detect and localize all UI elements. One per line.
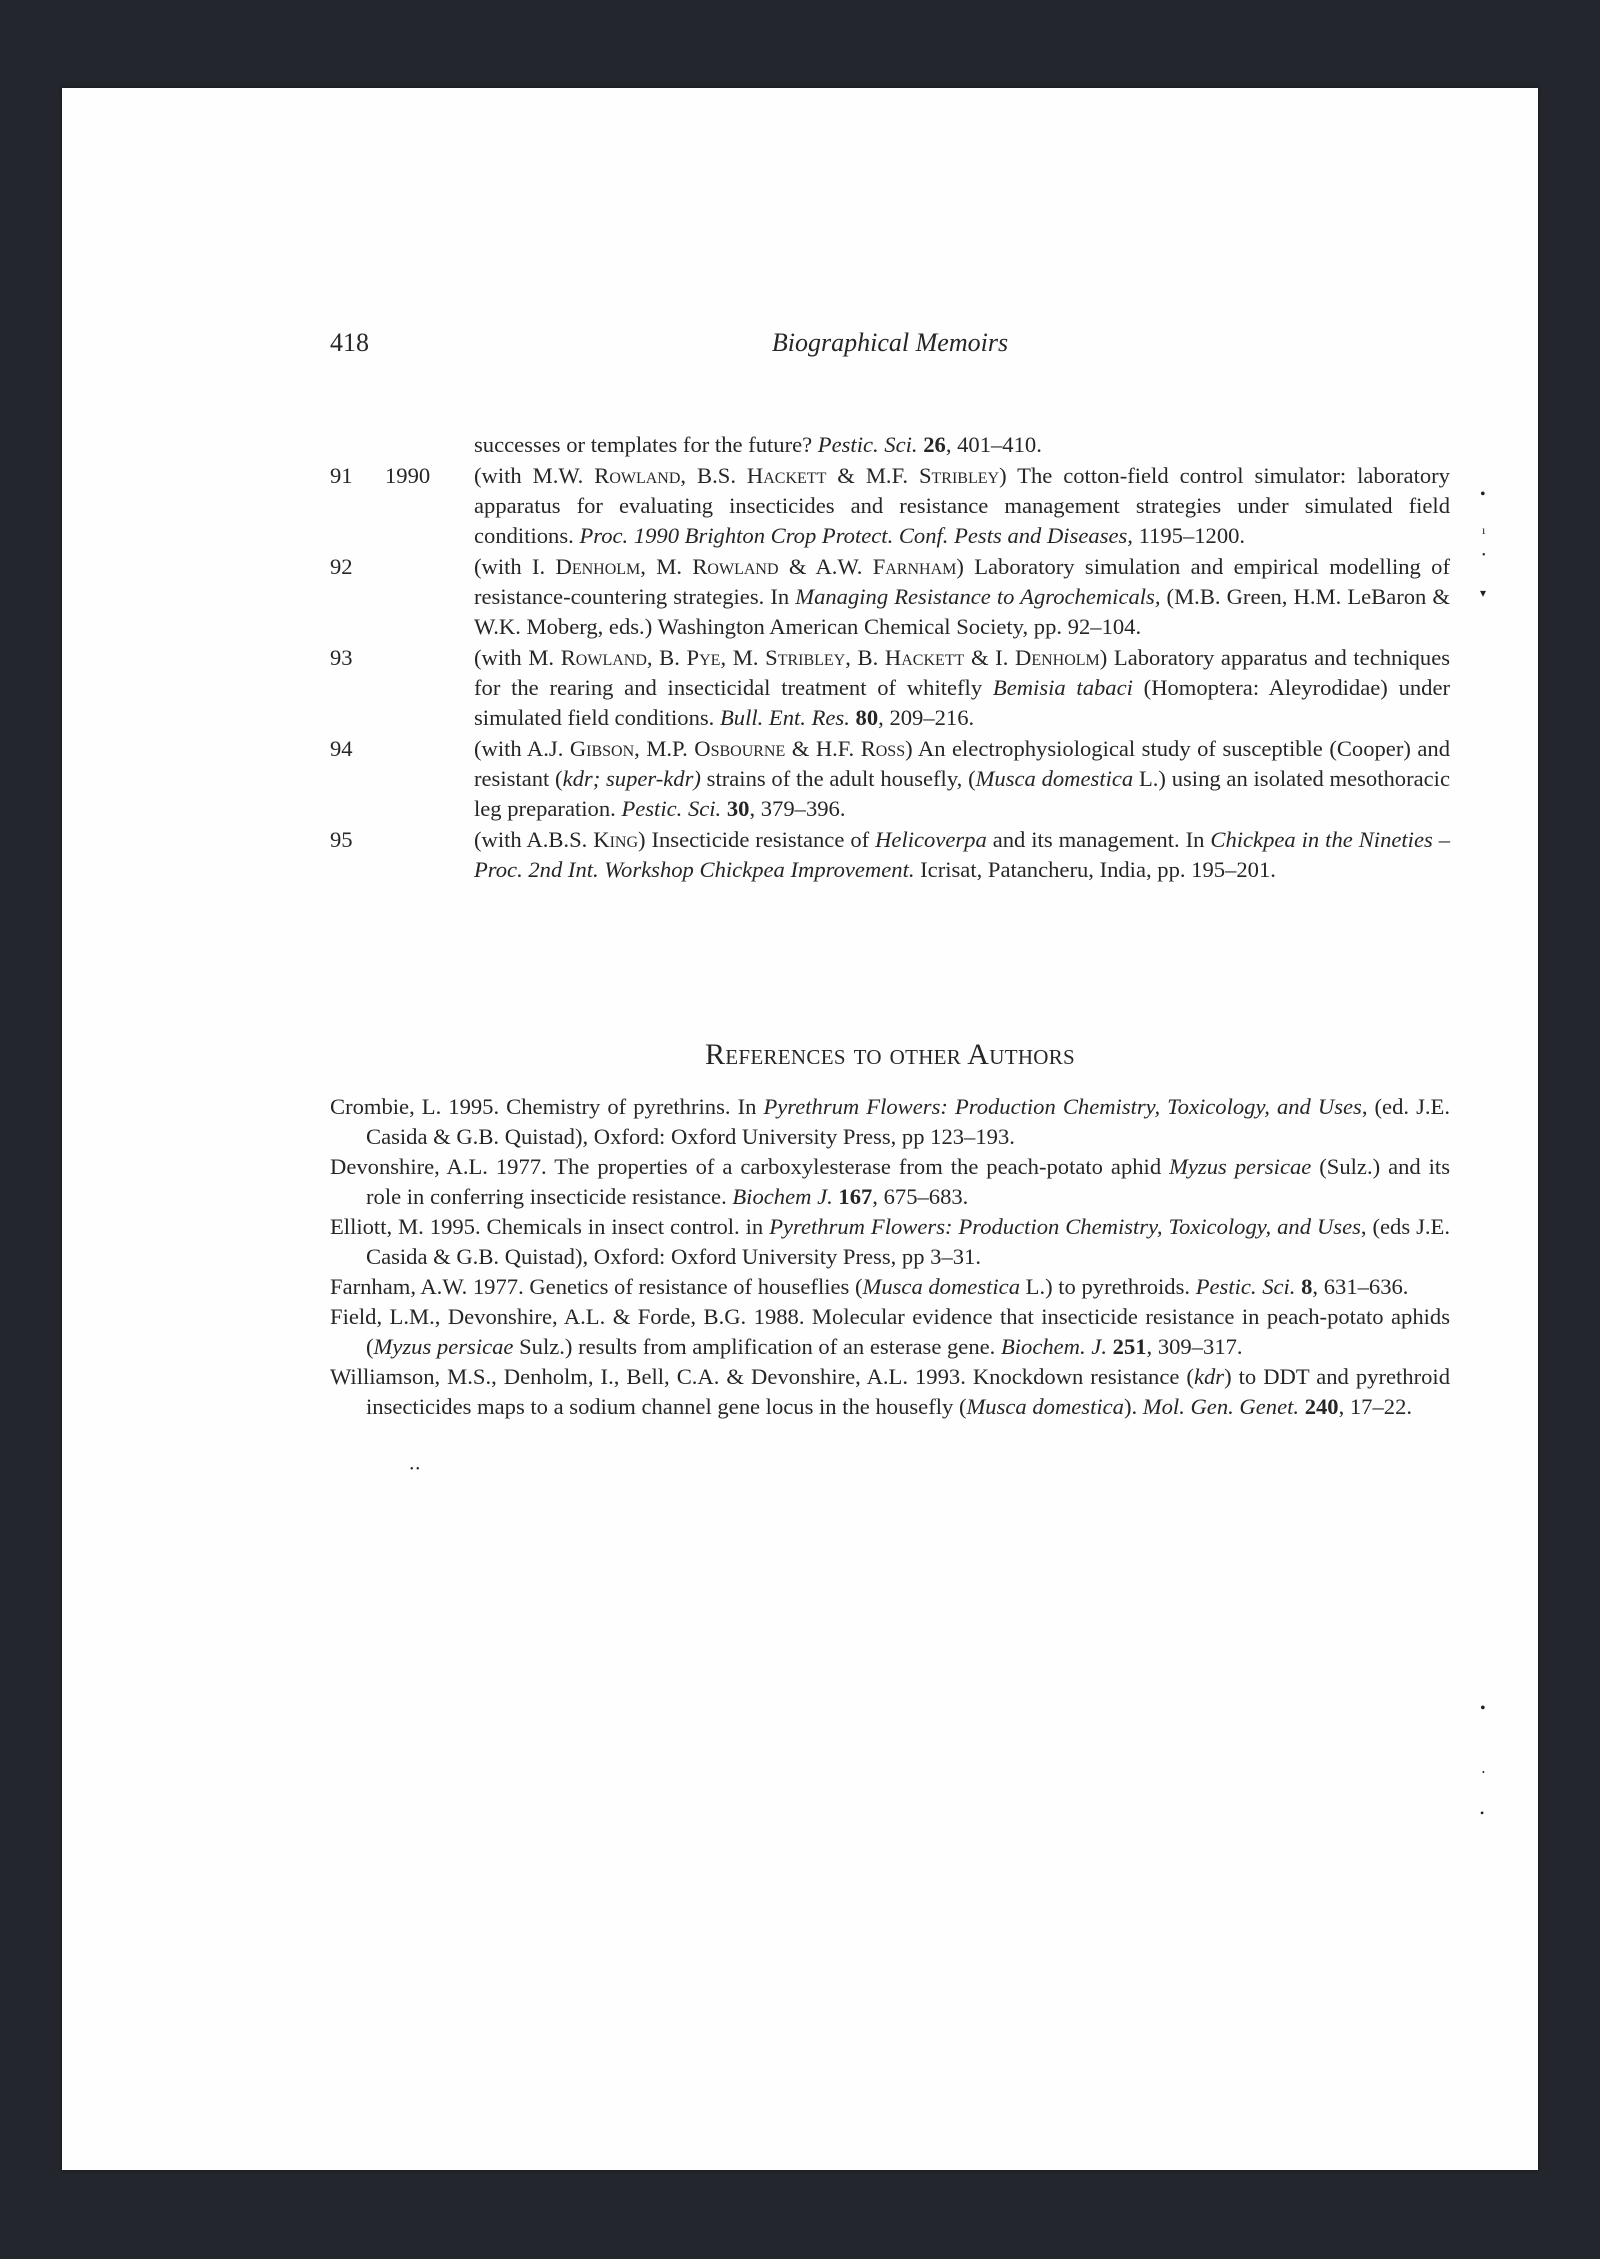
reference-item: Elliott, M. 1995. Chemicals in insect control. in Pyrethrum Flowers: Production Chemistry, Toxicology, and Uses, (eds J.E. Casida & G.B. Quistad), Oxford: Oxford University Press, pp 3–31. xyxy=(330,1214,1450,1269)
running-title: Biographical Memoirs xyxy=(771,328,1009,357)
scan-speck: • xyxy=(1480,1806,1485,1820)
entry-number: 95 xyxy=(330,827,353,852)
reference-item: Farnham, A.W. 1977. Genetics of resistance of houseflies (Musca domestica L.) to pyrethroids. Pestic. Sci. 8, 631–636. xyxy=(330,1274,1409,1299)
reference-item: Crombie, L. 1995. Chemistry of pyrethrins. In Pyrethrum Flowers: Production Chemistry, Toxicology, and Uses, (ed. J.E. Casida & G.B. Quistad), Oxford: Oxford University Press, pp 123–193. xyxy=(330,1094,1450,1149)
publication-entry xyxy=(330,461,1450,551)
scan-speck: • • xyxy=(410,1464,420,1475)
publication-list xyxy=(330,430,1450,886)
publication-entry xyxy=(330,734,1450,824)
entry-number: 93 xyxy=(330,645,353,670)
publication-entry xyxy=(330,552,1450,642)
reference-item: Williamson, M.S., Denholm, I., Bell, C.A. & Devonshire, A.L. 1993. Knockdown resistance (kdr) to DDT and pyrethroid insecticides maps to a sodium channel gene locus in the housefly (Musca domestica). Mol. Gen. Genet. 240, 17–22. xyxy=(330,1364,1450,1419)
entry-number: 92 xyxy=(330,554,353,579)
entry-text: (with A.B.S. King) Insecticide resistance of Helicoverpa and its management. In Chickpea in the Nineties – Proc. 2nd Int. Workshop Chickpea Improvement. Icrisat, Patancheru, India, pp. 195–201. xyxy=(474,827,1451,882)
entry-text: (with I. Denholm, M. Rowland & A.W. Farnham) Laboratory simulation and empirical modelling of resistance-countering strategies. In Managing Resistance to Agrochemicals, (M.B. Green, H.M. LeBaron & W.K. Moberg, eds.) Washington American Chemical Society, pp. 92–104. xyxy=(474,554,1451,639)
publication-entry xyxy=(330,643,1450,733)
scan-speck: • xyxy=(1482,1768,1485,1777)
entry-text: (with A.J. Gibson, M.P. Osbourne & H.F. Ross) An electrophysiological study of susceptible (Cooper) and resistant (kdr; super-kdr) strains of the adult housefly, (Musca domestica L.) using an isolated mesothoracic leg preparation. Pestic. Sci. 30, 379–396. xyxy=(474,736,1450,821)
entry-number: 91 xyxy=(330,463,353,488)
references-list xyxy=(330,1092,1450,1422)
reference-item: Devonshire, A.L. 1977. The properties of a carboxylesterase from the peach-potato aphid Myzus persicae (Sulz.) and its role in conferring insecticide resistance. Biochem J. 167, 675–683. xyxy=(330,1154,1451,1209)
entry-text: successes or templates for the future? Pestic. Sci. 26, 401–410. xyxy=(474,432,1042,457)
publication-entry xyxy=(330,430,1450,460)
scan-speck: • xyxy=(1480,1700,1486,1717)
scan-speck: • xyxy=(1482,550,1486,561)
entry-number: 94 xyxy=(330,736,353,761)
page-number: 418 xyxy=(330,328,369,357)
scan-speck: ▾ xyxy=(1480,586,1487,600)
scan-speck: • xyxy=(1480,486,1486,503)
references-heading: References to other Authors xyxy=(704,1038,1076,1071)
document-page xyxy=(62,88,1538,2170)
scan-speck: ı xyxy=(1482,523,1486,537)
entry-text: (with M.W. Rowland, B.S. Hackett & M.F. Stribley) The cotton-field control simulator: laboratory apparatus for evaluating insecticides and resistance management strategies under simulated field conditions. Proc. 1990 Brighton Crop Protect. Conf. Pests and Diseases, 1195–1200. xyxy=(474,463,1450,548)
reference-item: Field, L.M., Devonshire, A.L. & Forde, B.G. 1988. Molecular evidence that insecticide resistance in peach-potato aphids (Myzus persicae Sulz.) results from amplification of an esterase gene. Biochem. J. 251, 309–317. xyxy=(330,1304,1450,1359)
entry-year: 1990 xyxy=(385,463,431,488)
entry-text: (with M. Rowland, B. Pye, M. Stribley, B. Hackett & I. Denholm) Laboratory apparatus and techniques for the rearing and insecticidal treatment of whitefly Bemisia tabaci (Homoptera: Aleyrodidae) under simulated field conditions. Bull. Ent. Res. 80, 209–216. xyxy=(474,645,1451,730)
publication-entry xyxy=(330,825,1450,885)
page-header xyxy=(330,328,1450,364)
